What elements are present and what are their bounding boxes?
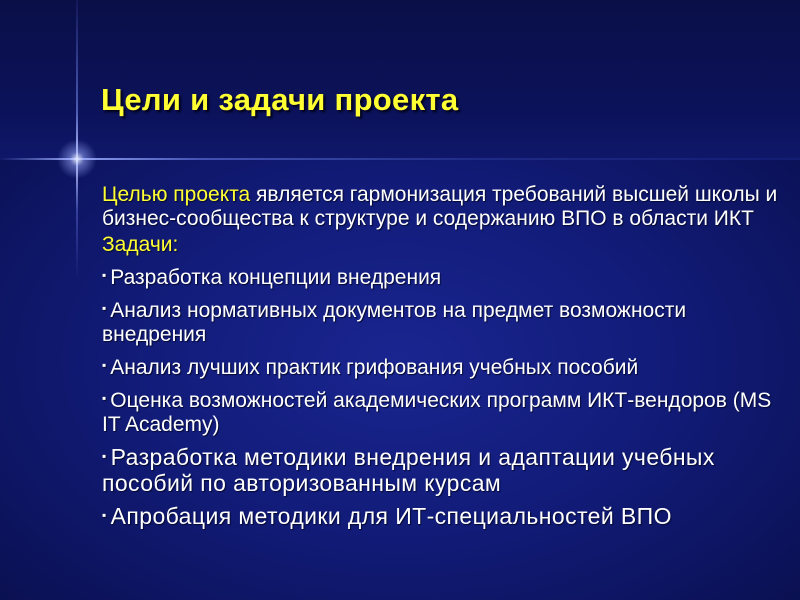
bullet-icon: ▪ xyxy=(102,391,107,405)
bullet-icon: ▪ xyxy=(102,449,107,463)
light-flare-glow xyxy=(57,139,97,179)
light-flare-horizontal xyxy=(0,158,800,160)
task-item xyxy=(102,443,792,496)
task-text: Оценка возможностей академических программ ИКТ-вендоров (MS IT Academy) xyxy=(102,389,772,436)
bullet-icon: ▪ xyxy=(102,301,107,315)
task-item xyxy=(102,386,792,437)
tasks-label: Задачи: xyxy=(102,233,179,256)
header-band xyxy=(0,0,800,160)
task-text: Разработка концепции внедрения xyxy=(110,266,442,289)
task-text: Анализ нормативных документов на предмет возможности внедрения xyxy=(102,299,687,346)
bullet-icon: ▪ xyxy=(102,268,107,282)
task-text: Разработка методики внедрения и адаптации учебных пособий по авторизованным курсам xyxy=(102,444,715,496)
bullet-icon: ▪ xyxy=(102,508,107,522)
goal-text: является гармонизация требований высшей школы и бизнес-сообщества к структуре и содержанию ВПО в области ИКТ xyxy=(102,183,778,230)
goal-paragraph xyxy=(102,183,792,231)
task-text: Анализ лучших практик грифования учебных пособий xyxy=(110,356,639,379)
slide-title: Цели и задачи проекта xyxy=(101,82,459,117)
slide-body xyxy=(102,183,792,535)
goal-lead: Целью проекта xyxy=(102,183,251,206)
task-item xyxy=(102,296,792,347)
bullet-icon: ▪ xyxy=(102,358,107,372)
task-item xyxy=(102,502,792,529)
task-item xyxy=(102,353,792,380)
task-item xyxy=(102,263,792,290)
task-text: Апробация методики для ИТ-специальностей ВПО xyxy=(110,503,672,529)
